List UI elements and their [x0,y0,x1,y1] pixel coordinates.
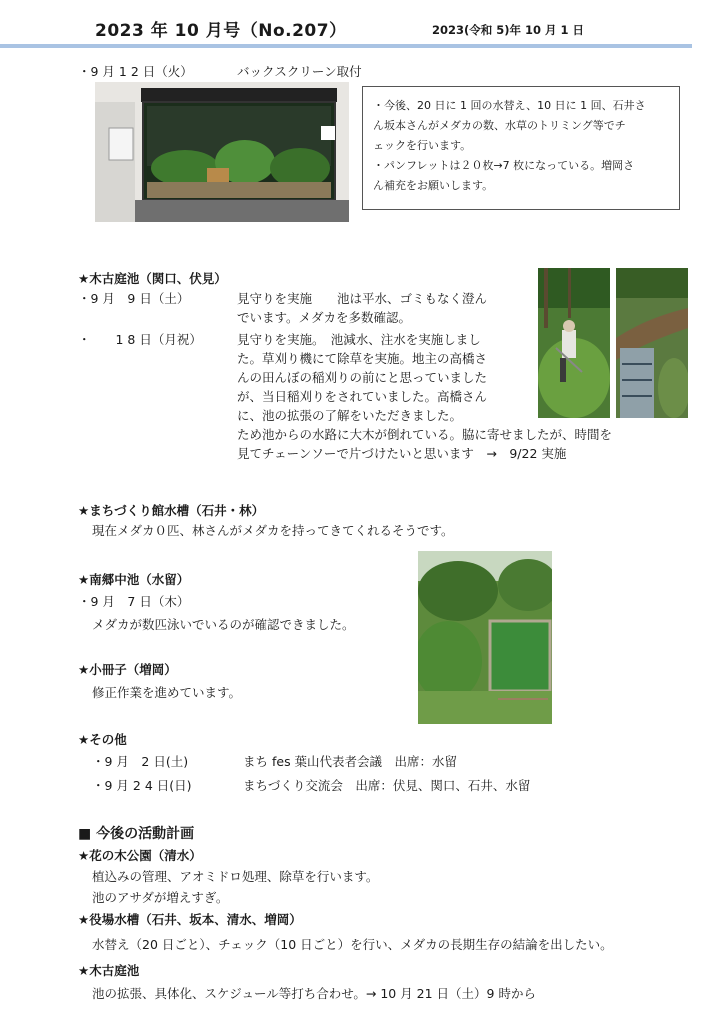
plan-3-line-1: 池の拡張、具体化、スケジュール等打ち合わせ。→ 10 月 21 日（土）9 時から [92,986,536,1001]
note-line: ん補充をお願いします。 [373,179,494,192]
kikoteiike-entry-1-line-2: でいます。メダカを多数確認。 [237,310,412,325]
kikoteiike-entry-2-line-3: んの田んぼの稲刈りの前にと思っていました [237,370,488,385]
other-text-1: まち fes 葉山代表者会議 出席：水留 [243,754,458,769]
aquarium-note-box [362,86,680,210]
nangochu-heading: ★南郷中池（水留） [78,572,190,587]
aquarium-event: バックスクリーン取付 [237,64,362,79]
plan-1-line-1: 植込みの管理、アオミドロ処理、除草を行います。 [92,869,379,884]
booklet-heading: ★小冊子（増岡） [78,662,177,677]
other-date-1: ・9 月 2 日(土) [92,754,189,769]
kikoteiike-full-line-2: 見てチェーンソーで片づけたいと思います → 9/22 実施 [237,446,567,461]
kikoteiike-full-line-1: ため池からの水路に大木が倒れている。脇に寄せましたが、時間を [237,427,613,442]
other-heading: ★その他 [78,732,127,747]
machizukuri-heading: ★まちづくり館水槽（石井・林） [78,503,265,518]
note-line: ェックを行います。 [373,139,472,152]
other-text-2: まちづくり交流会 出席：伏見、関口、石井、水留 [243,778,531,793]
mowing-photo [538,268,610,418]
kikoteiike-entry-2-line-5: に、池の拡張の了解をいただきました。 [237,408,463,423]
plan-heading-3: ★木古庭池 [78,963,140,978]
kikoteiike-heading: ★木古庭池（関口、伏見） [78,271,227,286]
kikoteiike-entry-1-line-1: 見守りを実施 池は平水、ゴミもなく澄ん [237,291,488,306]
newsletter-title: 2023 年 10 月号（No.207） [95,21,347,41]
pond-photo [418,551,552,724]
booklet-text: 修正作業を進めています。 [92,685,242,700]
kikoteiike-date-2: ・ 1 8 日（月祝） [78,332,202,347]
plan-heading-1: ★花の木公園（清水） [78,848,202,863]
kikoteiike-date-1: ・9 月 9 日（土） [78,291,190,306]
aquarium-photo [95,82,349,222]
note-line: ・今後、20 日に 1 回の水替え、10 日に 1 回、石井さ [373,99,646,112]
kikoteiike-entry-2-line-2: た。草刈り機にて除草を実施。地主の高橋さ [237,351,488,366]
nangochu-text: メダカが数匹泳いでいるのが確認できました。 [92,617,355,632]
header-rule [0,44,692,48]
aquarium-date: ・9 月 1 2 日（火） [78,64,193,79]
plans-heading: ■ 今後の活動計画 [78,826,195,842]
plan-2-line-1: 水替え（20 日ごと）、チェック（10 日ごと）を行い、メダカの長期生存の結論を出したい。 [92,937,613,952]
plan-heading-2: ★役場水槽（石井、坂本、清水、増岡） [78,912,302,927]
issue-date: 2023(令和 5)年 10 月 1 日 [432,23,585,37]
machizukuri-text: 現在メダカ０匹、林さんがメダカを持ってきてくれるそうです。 [92,523,454,538]
nangochu-date: ・9 月 7 日（木） [78,594,190,609]
note-line: ん坂本さんがメダカの数、水草のトリミング等でチ [373,119,626,132]
kikoteiike-entry-2-line-4: が、当日稲刈りをされていました。高橋さん [237,389,488,404]
fallen-tree-photo [616,268,688,418]
plan-1-line-2: 池のアサダが増えすぎ。 [92,890,229,905]
other-date-2: ・9 月 2 4 日(日) [92,778,192,793]
note-line: ・パンフレットは２０枚→7 枚になっている。増岡さ [373,159,635,172]
kikoteiike-entry-2-line-1: 見守りを実施。 池減水、注水を実施しまし [237,332,481,347]
